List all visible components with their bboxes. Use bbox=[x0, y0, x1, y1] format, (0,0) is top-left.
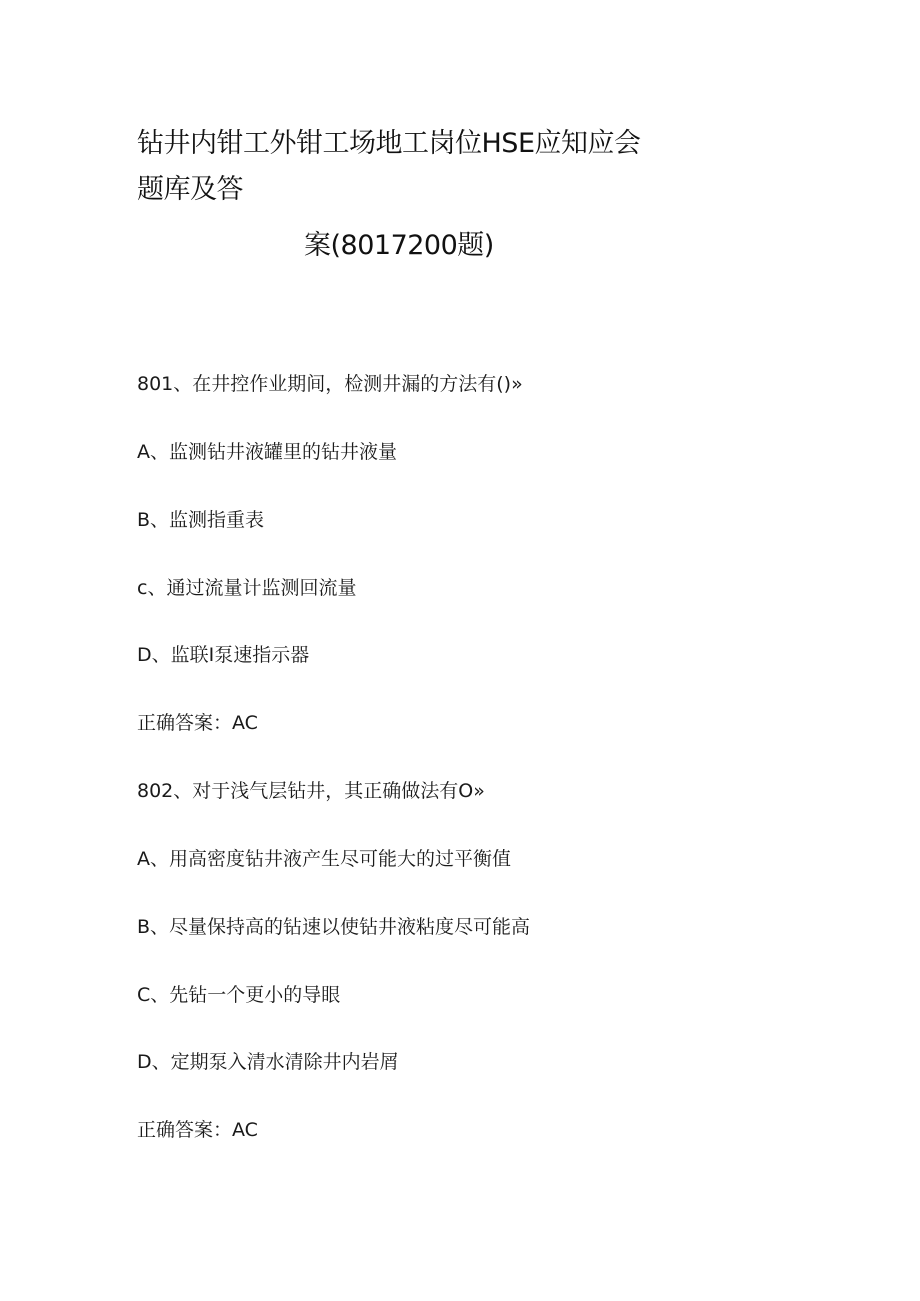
question-801-stem: 801、在井控作业期间，检测井漏的方法有()» bbox=[137, 373, 523, 395]
question-802-option-a: A、用高密度钻井液产生尽可能大的过平衡值 bbox=[137, 848, 511, 870]
question-802-answer: 正确答案：AC bbox=[137, 1119, 258, 1141]
question-802-option-d: D、定期泵入清水清除井内岩屑 bbox=[137, 1051, 399, 1073]
question-802-option-b: B、尽量保持高的钻速以使钻井液粘度尽可能高 bbox=[137, 916, 531, 938]
question-801-option-b: B、监测指重表 bbox=[137, 509, 265, 531]
question-802-option-c: C、先钻一个更小的导眼 bbox=[137, 984, 341, 1006]
question-802-stem: 802、对于浅气层钻井，其正确做法有O» bbox=[137, 780, 485, 802]
question-801-answer: 正确答案：AC bbox=[137, 712, 258, 734]
question-801-option-d: D、监联I泵速指示器 bbox=[137, 644, 310, 666]
question-801-option-a: A、监测钻井液罐里的钻井液量 bbox=[137, 441, 397, 463]
document-title-line-1: 钻井内钳工外钳工场地工岗位HSE应知应会 bbox=[137, 128, 641, 159]
question-801-option-c: c、通过流量计监测回流量 bbox=[137, 577, 357, 599]
document-title-line-2: 题库及答 bbox=[137, 174, 243, 205]
document-title-line-3: 案(8017200题) bbox=[304, 230, 494, 261]
